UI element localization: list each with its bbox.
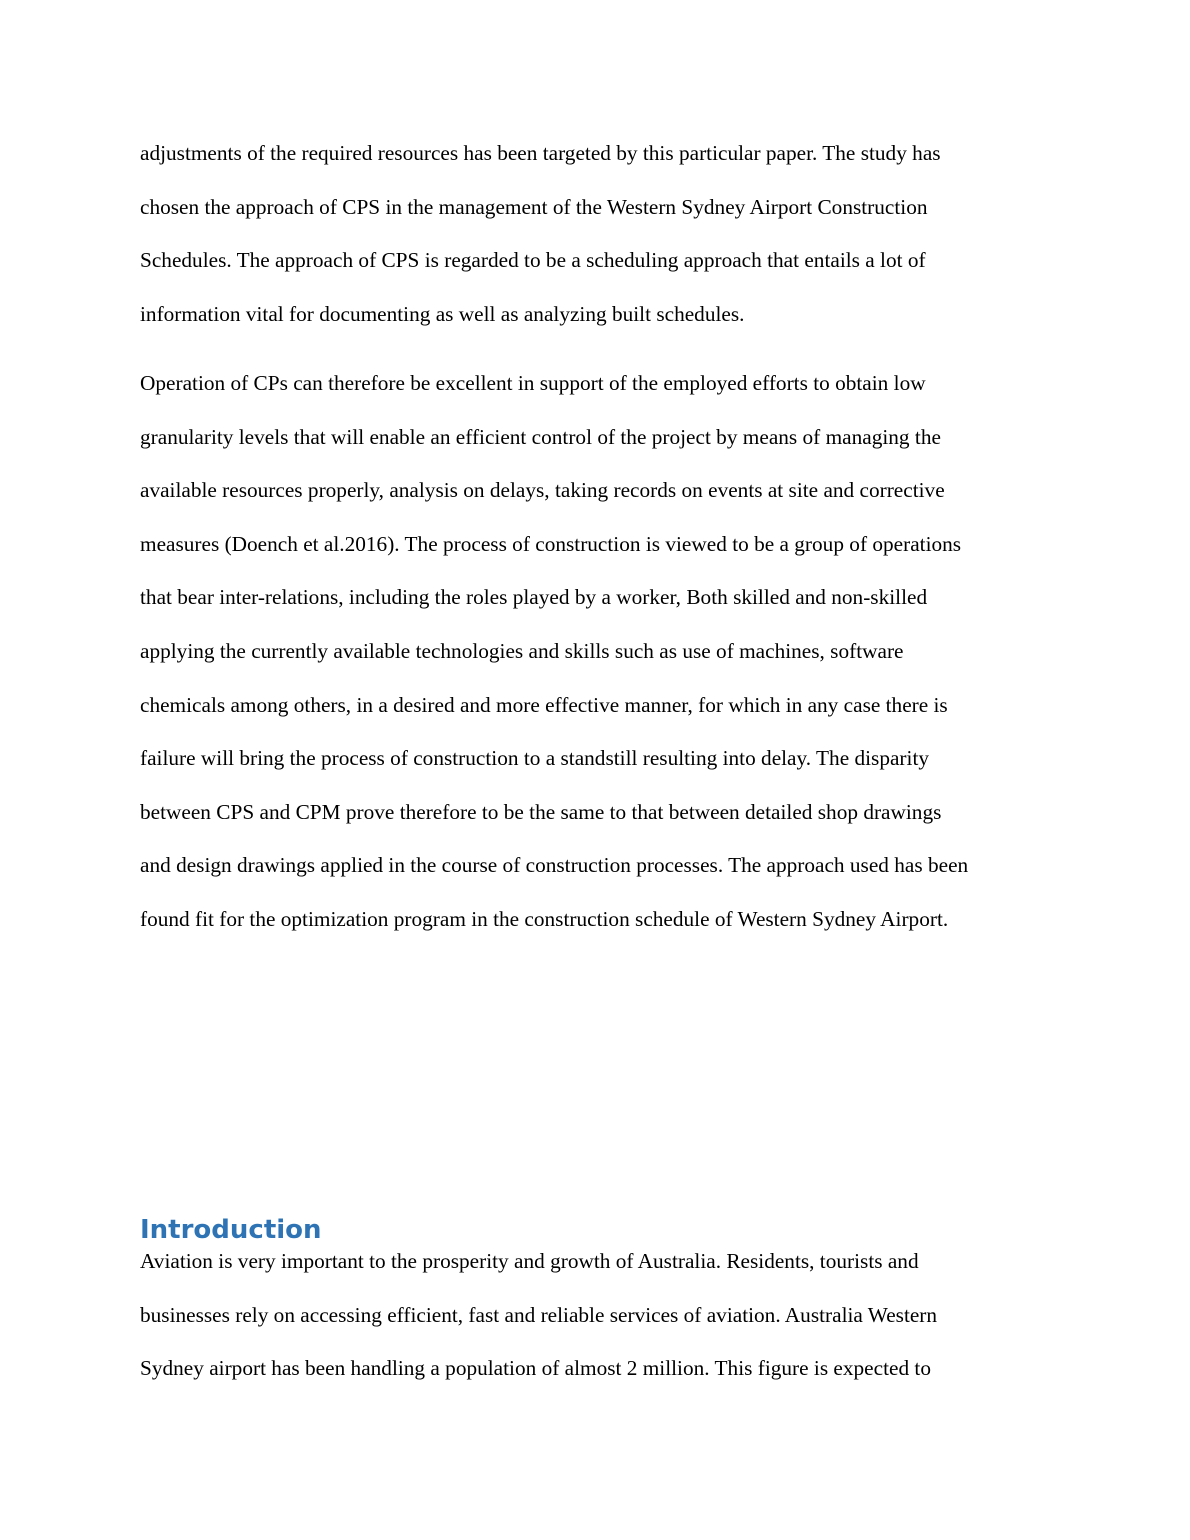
text-line: chosen the approach of CPS in the management of the Western Sydney Airport Construction (140, 194, 928, 219)
text-line: businesses rely on accessing efficient, fast and reliable services of aviation. Australia Western (140, 1302, 938, 1327)
text-line: between CPS and CPM prove therefore to be the same to that between detailed shop drawings (140, 799, 942, 824)
text-line: applying the currently available technologies and skills such as use of machines, software (140, 638, 904, 663)
text-line: that bear inter-relations, including the roles played by a worker, Both skilled and non-skilled (140, 585, 928, 610)
text-line: found fit for the optimization program in the construction schedule of Western Sydney Airport. (140, 906, 949, 931)
section-heading-introduction: Introduction (140, 1215, 322, 1245)
text-line: Operation of CPs can therefore be excellent in support of the employed efforts to obtain low (140, 371, 926, 395)
text-line: Schedules. The approach of CPS is regarded to be a scheduling approach that entails a lot of (140, 248, 926, 273)
text-line: adjustments of the required resources has been targeted by this particular paper. The study has (140, 141, 941, 165)
text-line: Sydney airport has been handling a population of almost 2 million. This figure is expected to (140, 1356, 931, 1381)
text-line: information vital for documenting as well as analyzing built schedules. (140, 301, 745, 326)
text-line: failure will bring the process of construction to a standstill resulting into delay. The disparity (140, 746, 930, 771)
text-line: measures (Doench et al.2016). The process of construction is viewed to be a group of operations (140, 531, 962, 556)
paragraph-aviation-introduction (140, 1235, 1060, 1396)
text-line: and design drawings applied in the course of construction processes. The approach used has been (140, 853, 969, 878)
text-line: granularity levels that will enable an efficient control of the project by means of managing the (140, 424, 941, 449)
text-line: Aviation is very important to the prosperity and growth of Australia. Residents, tourists and (140, 1249, 919, 1273)
paragraph-cps-operation (140, 357, 1060, 947)
text-line: chemicals among others, in a desired and more effective manner, for which in any case there is (140, 692, 948, 717)
paragraph-resources-adjustment (140, 127, 1060, 341)
text-line: available resources properly, analysis on delays, taking records on events at site and corrective (140, 478, 945, 503)
